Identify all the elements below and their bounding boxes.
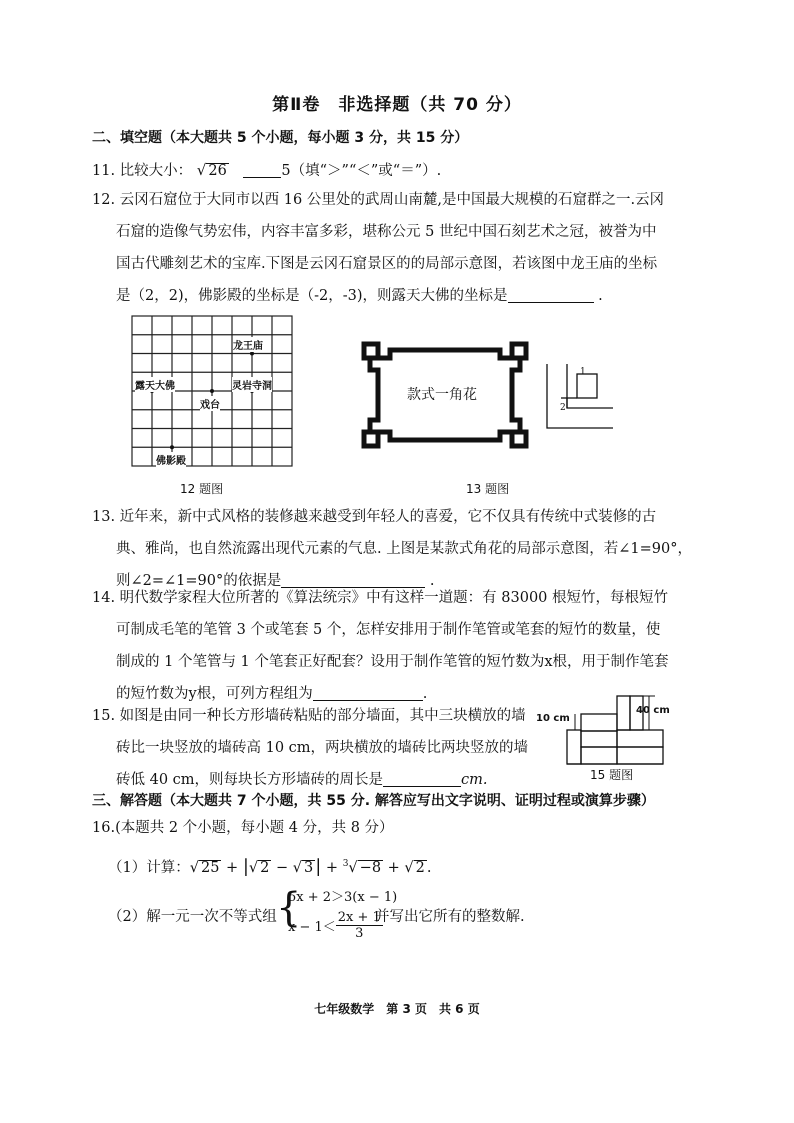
q12-line-3: 国古代雕刻艺术的宝库.下图是云冈石窟景区的的局部示意图，若该图中龙王庙的坐标 bbox=[116, 256, 658, 272]
q15-answer-blank[interactable] bbox=[383, 770, 461, 787]
question-16-heading bbox=[92, 818, 394, 838]
map-label-lutian: 露天大佛 bbox=[135, 377, 175, 392]
fig-12-caption: 12 题图 bbox=[180, 482, 224, 496]
question-number: 16. bbox=[92, 820, 116, 836]
q16-p1-plus-2: + bbox=[325, 859, 339, 876]
q16-p1-radicand-4: 2 bbox=[415, 859, 425, 876]
q16-ineq2-left: x − 1＜ bbox=[288, 920, 336, 935]
map-label-lingyan: 灵岩寺洞 bbox=[232, 377, 272, 392]
abs-bar-right: | bbox=[315, 855, 322, 877]
section-3-heading: 三、解答题（本大题共 7 个小题，共 55 分. 解答应写出文字说明、证明过程或演算步骤） bbox=[92, 793, 655, 809]
q16-p1-plus-3: + bbox=[387, 859, 400, 876]
angle-1-label: 1 bbox=[580, 367, 586, 377]
radical-sign: √ bbox=[248, 859, 259, 876]
page-title: 第Ⅱ卷 非选择题（共 70 分） bbox=[272, 95, 522, 115]
q11-radicand: 26 bbox=[208, 163, 227, 179]
q11-answer-blank[interactable] bbox=[243, 161, 281, 178]
section-2-heading: 二、填空题（本大题共 5 个小题，每小题 3 分，共 15 分） bbox=[92, 130, 469, 146]
fig-15-tile-wall bbox=[565, 690, 665, 766]
q16-p1-plus-1: + bbox=[226, 859, 239, 876]
abs-bar-left: | bbox=[242, 855, 249, 877]
q12-line-1: 云冈石窟位于大同市以西 16 公里处的武周山南麓,是中国最大规模的石窟群之一.云冈 bbox=[119, 192, 665, 208]
fig-13-center-text: 款式一角花 bbox=[407, 387, 477, 403]
q15-line-3: 砖低 40 cm，则每块长方形墙砖的周长是 bbox=[116, 772, 384, 788]
q16-p1-radicand-1: 25 bbox=[200, 859, 220, 876]
q11-suffix: 5（填“＞”“＜”或“＝”）. bbox=[281, 163, 442, 179]
radical-sign: √ bbox=[292, 859, 302, 876]
q16-inequality-1: 5x + 2＞3(x − 1) bbox=[288, 890, 398, 905]
fig-15-label-10cm: 10 cm bbox=[536, 713, 570, 724]
q14-answer-blank[interactable] bbox=[313, 684, 423, 701]
question-number: 14. bbox=[92, 590, 116, 606]
question-number: 11. bbox=[92, 163, 116, 179]
radical-sign: √ bbox=[348, 859, 358, 876]
q16-p1-abs-radicand-b: 3 bbox=[304, 859, 314, 876]
q12-end: . bbox=[598, 288, 603, 304]
fig-12-grid-map bbox=[130, 314, 298, 470]
question-11 bbox=[92, 160, 441, 181]
q16-head: (本题共 2 个小题，每小题 4 分，共 8 分） bbox=[115, 820, 394, 836]
q16-p1-abs-radicand-a: 2 bbox=[260, 859, 270, 876]
radical-sign: √ bbox=[196, 161, 207, 179]
system-brace: { bbox=[276, 885, 302, 931]
q12-line-4: 是（2，2)，佛影殿的坐标是（-2，-3)，则露天大佛的坐标是 bbox=[116, 288, 508, 304]
question-15 bbox=[92, 706, 528, 790]
map-label-foying: 佛影殿 bbox=[156, 452, 186, 467]
question-number: 15. bbox=[92, 708, 116, 724]
question-13 bbox=[92, 507, 692, 591]
q16-p1-end: . bbox=[426, 859, 432, 876]
q13-line-3: 则∠2=∠1=90°的依据是 bbox=[116, 573, 282, 589]
q14-line-1: 明代数学家程大位所著的《算法统宗》中有这样一道题：有 83000 根短竹，每根短竹 bbox=[119, 590, 669, 606]
radical-sign: √ bbox=[404, 859, 414, 876]
q14-line-4: 的短竹数为y根，可列方程组为 bbox=[116, 686, 313, 702]
q14-line-3: 制成的 1 个笔管与 1 个笔套正好配套？设用于制作笔管的短竹数为x根，用于制作笔套 bbox=[116, 654, 669, 670]
fig-13-caption: 13 题图 bbox=[466, 482, 510, 496]
q16-p1-cube-root-index: 3 bbox=[342, 859, 349, 869]
angle-2-label: 2 bbox=[560, 403, 566, 413]
q16-part-1 bbox=[108, 854, 432, 878]
q13-answer-blank[interactable] bbox=[281, 571, 425, 588]
q15-unit: cm. bbox=[461, 772, 488, 788]
fig-15-label-40cm: 40 cm bbox=[636, 705, 670, 716]
fraction-denominator: 3 bbox=[355, 926, 364, 941]
q16-inequality-2 bbox=[288, 910, 383, 941]
q15-line-1: 如图是由同一种长方形墙砖粘贴的部分墙面，其中三块横放的墙 bbox=[119, 708, 526, 724]
fig-15-caption: 15 题图 bbox=[590, 768, 634, 782]
question-12 bbox=[92, 190, 664, 306]
question-number: 12. bbox=[92, 192, 116, 208]
q16-p2-suffix: 并写出它所有的整数解. bbox=[375, 909, 525, 925]
fig-13-detail bbox=[543, 362, 613, 432]
page-footer: 七年级数学 第 3 页 共 6 页 bbox=[314, 1002, 480, 1016]
map-label-xitai: 戏台 bbox=[200, 396, 220, 411]
map-label-longwang: 龙王庙 bbox=[233, 337, 263, 352]
q14-line-2: 可制成毛笔的笔管 3 个或笔套 5 个，怎样安排用于制作笔管或笔套的短竹的数量，使 bbox=[116, 622, 661, 638]
q16-p1-radicand-3: −8 bbox=[359, 859, 382, 876]
q16-p1-minus: − bbox=[275, 859, 289, 876]
q13-line-2: 典、雅尚，也自然流露出现代元素的气息. 上图是某款式角花的局部示意图，若∠1=90°， bbox=[116, 541, 692, 557]
question-14 bbox=[92, 588, 669, 704]
fraction-numerator: 2x + 1 bbox=[337, 910, 381, 925]
q16-p2-prefix: （2）解一元一次不等式组 bbox=[108, 909, 277, 925]
question-number: 13. bbox=[92, 509, 116, 525]
q13-line-1: 近年来，新中式风格的装修越来越受到年轻人的喜爱，它不仅具有传统中式装修的古 bbox=[119, 509, 657, 525]
q13-end: . bbox=[429, 573, 435, 589]
q12-line-2: 石窟的造像气势宏伟，内容丰富多彩，堪称公元 5 世纪中国石刻艺术之冠，被誉为中 bbox=[116, 224, 657, 240]
q16-p1-prefix: （1）计算： bbox=[108, 859, 190, 876]
q15-line-2: 砖比一块竖放的墙砖高 10 cm，两块横放的墙砖比两块竖放的墙 bbox=[116, 740, 529, 756]
radical-sign: √ bbox=[189, 859, 199, 876]
q14-end: . bbox=[422, 686, 428, 702]
q11-prefix: 比较大小： bbox=[119, 163, 193, 179]
q12-answer-blank[interactable] bbox=[508, 286, 594, 303]
